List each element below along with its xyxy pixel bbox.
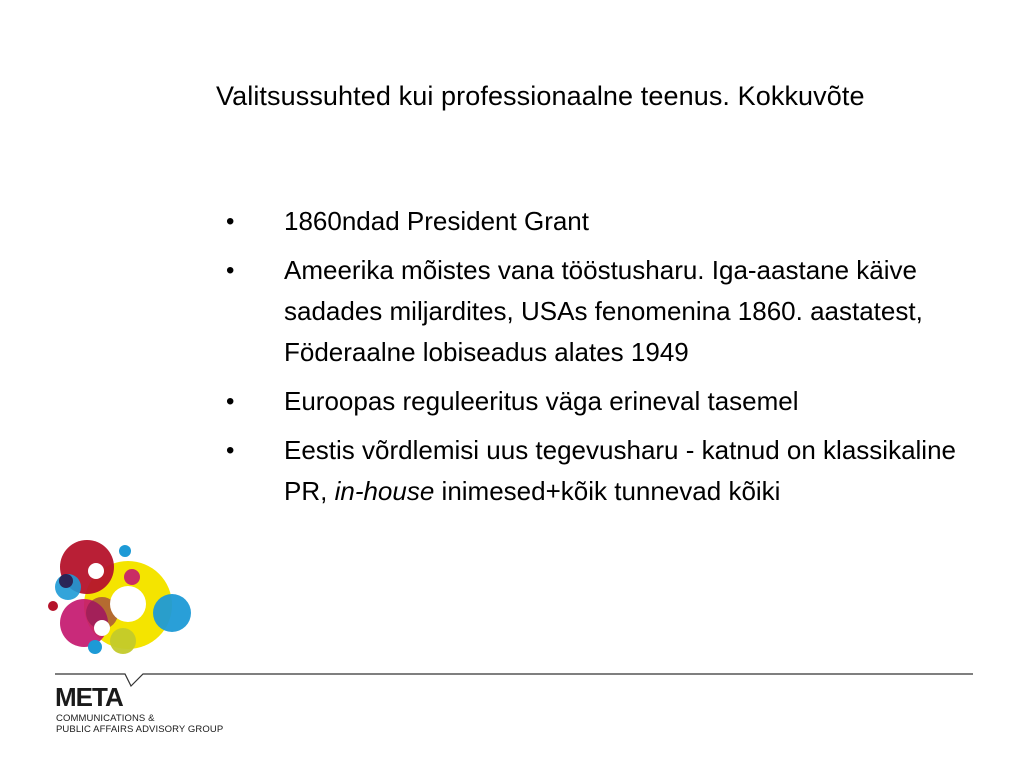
brand-subtitle-line: PUBLIC AFFAIRS ADVISORY GROUP: [56, 724, 224, 735]
bullet-text: 1860ndad President Grant: [284, 206, 589, 236]
bullet-item: [216, 381, 976, 422]
logo-circle: [88, 563, 104, 579]
logo-circle: [59, 574, 73, 588]
brand-logo: META: [55, 682, 123, 712]
brand-subtitle-line: COMMUNICATIONS &: [56, 713, 155, 724]
logo-circle: [124, 569, 140, 585]
footer-divider: [0, 660, 1024, 690]
bullet-icon: •: [226, 388, 235, 415]
logo-circle: [94, 620, 110, 636]
bullet-icon: •: [226, 437, 235, 464]
bullet-icon: •: [226, 257, 235, 284]
slide-title: Valitsussuhted kui professionaalne teenus. Kokkuvõte: [216, 81, 865, 111]
bullet-text: Ameerika mõistes vana tööstusharu. Iga-aastane käive sadades miljardites, USAs fenomenina 1860. aastatest, Föderaalne lobiseadus alates 1949: [284, 255, 923, 367]
logo-circle: [119, 545, 131, 557]
bullet-item: [216, 430, 976, 512]
circles-logo-icon: [40, 535, 200, 660]
bullet-item: [216, 201, 976, 242]
logo-circle: [88, 640, 102, 654]
bullet-list: [216, 201, 976, 520]
bullet-text-part: inimesed+kõik tunnevad kõiki: [434, 476, 781, 506]
bullet-icon: •: [226, 208, 235, 235]
brand-subtitle: [56, 713, 223, 735]
logo-circle: [153, 594, 191, 632]
logo-circle: [48, 601, 58, 611]
bullet-text-italic: in-house: [334, 476, 435, 506]
bullet-text-part: Eestis võrdlemisi uus tegevusharu - katnud on klassikaline PR,: [284, 435, 957, 506]
logo-circle: [110, 586, 146, 622]
logo-circle: [110, 628, 136, 654]
bullet-text: [284, 435, 956, 506]
bullet-item: [216, 250, 976, 373]
bullet-text: Euroopas reguleeritus väga erineval tasemel: [284, 386, 799, 416]
